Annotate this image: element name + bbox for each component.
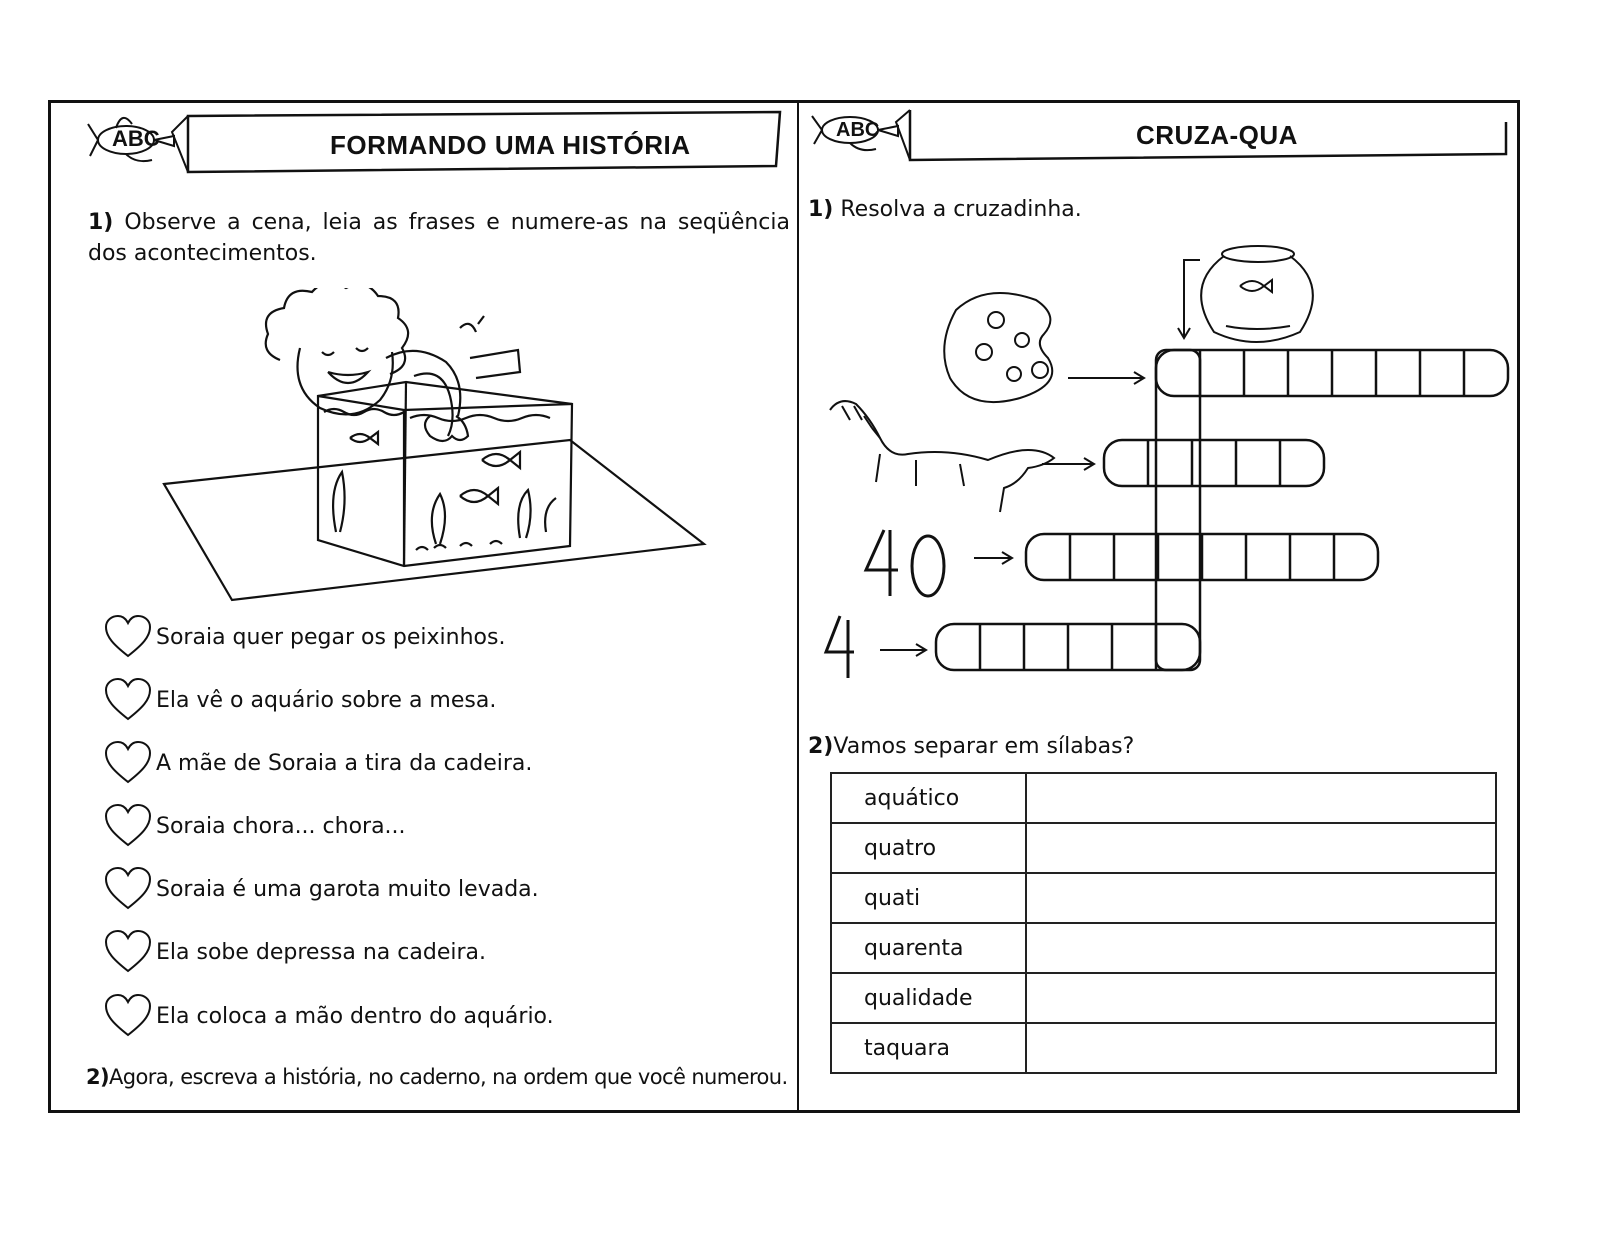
crossword-vertical-column (1156, 350, 1200, 670)
heart-checkbox-icon[interactable] (104, 867, 152, 911)
sentence-text: Soraia é uma garota muito levada. (156, 876, 539, 902)
abc-airplane-icon (88, 118, 174, 161)
right-title: CRUZA-QUA (1136, 120, 1298, 150)
heart-checkbox-icon[interactable] (104, 804, 152, 848)
answer-cell[interactable] (1026, 773, 1496, 823)
table-row (831, 1023, 1496, 1073)
sentence-text: Soraia chora... chora... (156, 813, 406, 839)
left-question-2 (86, 1062, 792, 1093)
word-cell: qualidade (831, 973, 1026, 1023)
q1-number: 1) (808, 197, 834, 222)
answer-cell[interactable] (1026, 873, 1496, 923)
table-row (831, 873, 1496, 923)
answer-cell[interactable] (1026, 923, 1496, 973)
q1-text: Observe a cena, leia as frases e numere-as na seqüência dos acontecimentos. (88, 210, 790, 266)
sentence-item (104, 678, 496, 722)
heart-checkbox-icon[interactable] (104, 930, 152, 974)
q2-text: Agora, escreva a história, no caderno, na ordem que você numerou. (109, 1065, 788, 1089)
word-cell: taquara (831, 1023, 1026, 1073)
heart-checkbox-icon[interactable] (104, 741, 152, 785)
q1-text: Resolva a cruzadinha. (840, 197, 1082, 222)
right-question-1 (808, 194, 1082, 225)
table-row (831, 823, 1496, 873)
sentence-text: Ela coloca a mão dentro do aquário. (156, 1003, 554, 1029)
q2-number: 2) (86, 1065, 110, 1089)
right-question-2 (808, 734, 1134, 759)
svg-text:ABC: ABC (112, 126, 160, 151)
svg-text:ABC: ABC (836, 119, 880, 141)
word-cell: quati (831, 873, 1026, 923)
crossword-row (1104, 440, 1324, 486)
coati-icon (830, 401, 1054, 512)
answer-cell[interactable] (1026, 823, 1496, 873)
syllable-table (830, 772, 1497, 1074)
number-40-outline (866, 530, 944, 596)
sentence-item (104, 867, 539, 911)
word-cell: aquático (831, 773, 1026, 823)
heart-checkbox-icon[interactable] (104, 994, 152, 1038)
heart-checkbox-icon[interactable] (104, 678, 152, 722)
heart-checkbox-icon[interactable] (104, 615, 152, 659)
left-title: FORMANDO UMA HISTÓRIA (330, 130, 691, 160)
sentence-item (104, 615, 505, 659)
fishbowl-icon (1201, 246, 1313, 342)
table-row (831, 973, 1496, 1023)
sentence-text: Soraia quer pegar os peixinhos. (156, 624, 506, 650)
table-row (831, 923, 1496, 973)
answer-cell[interactable] (1026, 973, 1496, 1023)
number-4-outline (826, 616, 854, 678)
answer-cell[interactable] (1026, 1023, 1496, 1073)
table-row (831, 773, 1496, 823)
left-question-1 (88, 207, 790, 269)
word-cell: quarenta (831, 923, 1026, 973)
column-divider (797, 103, 799, 1110)
q2-number: 2) (808, 734, 834, 759)
sentence-text: Ela vê o aquário sobre a mesa. (156, 687, 497, 713)
sentence-item (104, 804, 406, 848)
crossword-area (806, 240, 1526, 690)
sentence-text: A mãe de Soraia a tira da cadeira. (156, 750, 533, 776)
sentence-item (104, 930, 486, 974)
q1-number: 1) (88, 210, 114, 235)
q2-text: Vamos separar em sílabas? (833, 734, 1135, 759)
sentence-text: Ela sobe depressa na cadeira. (156, 939, 486, 965)
sentence-item (104, 994, 554, 1038)
aquarium-scene-illustration (160, 288, 720, 606)
palette-icon (944, 293, 1052, 402)
abc-airplane-icon (812, 116, 898, 150)
sentence-item (104, 741, 532, 785)
word-cell: quatro (831, 823, 1026, 873)
